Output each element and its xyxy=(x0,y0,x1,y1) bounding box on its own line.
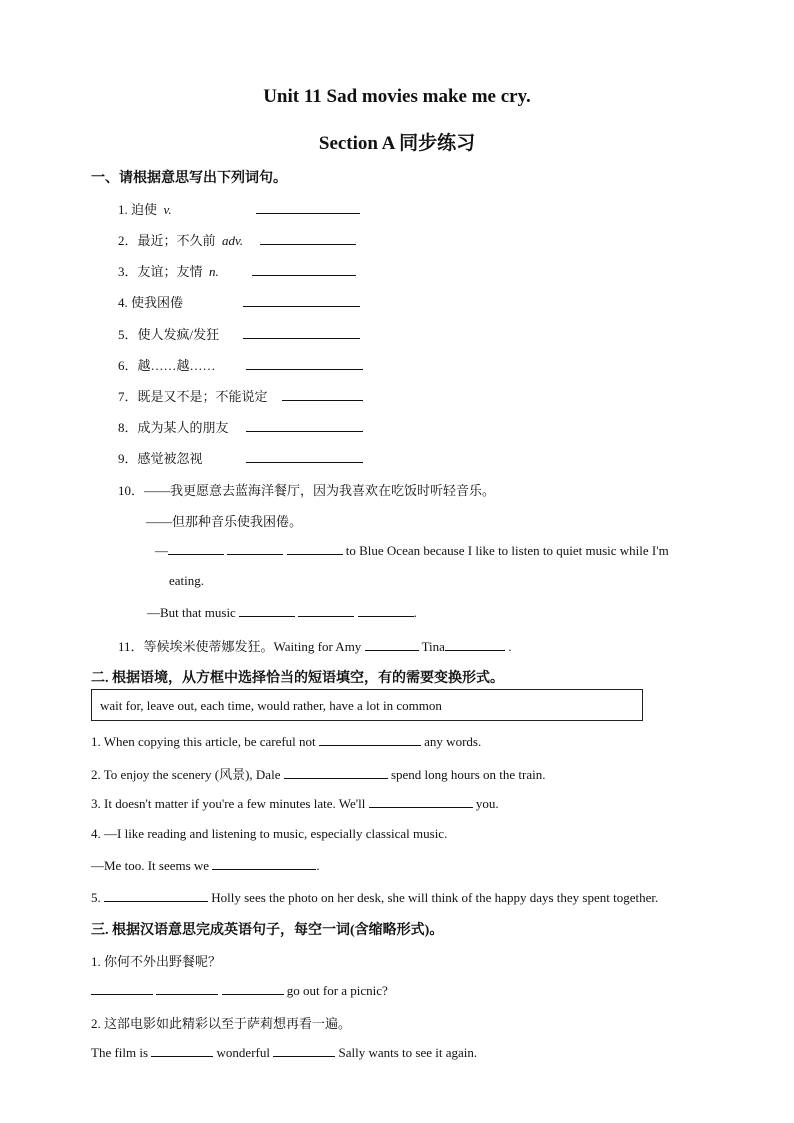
p3-q1-en: go out for a picnic? xyxy=(91,982,388,999)
answer-blank[interactable] xyxy=(168,542,224,555)
answer-blank[interactable] xyxy=(273,1044,335,1057)
p1-item-7: 7．既是又不是；不能说定 xyxy=(118,389,268,404)
answer-blank[interactable] xyxy=(104,889,208,902)
answer-blank[interactable] xyxy=(445,638,505,651)
answer-blank[interactable] xyxy=(246,450,363,463)
p1-item-3: 3．友谊；友情 n. xyxy=(118,264,219,279)
answer-blank[interactable] xyxy=(252,263,356,276)
p1-item-5: 5．使人发疯/发狂 xyxy=(118,327,220,342)
answer-blank[interactable] xyxy=(260,232,356,245)
answer-blank[interactable] xyxy=(319,733,421,746)
word-box-text: wait for, leave out, each time, would rather, have a lot in common xyxy=(100,698,442,713)
answer-blank[interactable] xyxy=(156,982,218,995)
answer-blank[interactable] xyxy=(243,294,360,307)
part2-heading: 二. 根据语境，从方框中选择恰当的短语填空，有的需要变换形式。 xyxy=(91,671,504,686)
p1-q11: 11．等候埃米使蒂娜发狂。Waiting for Amy Tina . xyxy=(118,639,512,654)
answer-blank[interactable] xyxy=(256,201,360,214)
answer-blank[interactable] xyxy=(239,604,295,617)
p1-q10-cn2: ——但那种音乐使我困倦。 xyxy=(146,514,303,529)
answer-blank[interactable] xyxy=(227,542,283,555)
p1-q10-cn1: 10．——我更愿意去蓝海洋餐厅，因为我喜欢在吃饭时听轻音乐。 xyxy=(118,483,496,498)
answer-blank[interactable] xyxy=(369,795,473,808)
p3-q2-cn: 2. 这部电影如此精彩以至于萨莉想再看一遍。 xyxy=(91,1016,352,1031)
p1-item-9: 9．感觉被忽视 xyxy=(118,451,203,466)
p1-q10-en1-cont: eating. xyxy=(169,573,205,588)
answer-blank[interactable] xyxy=(365,638,419,651)
p2-item-3: 3. It doesn't matter if you're a few minutes late. We'll you. xyxy=(91,796,499,811)
p2-item-1: 1. When copying this article, be careful not any words. xyxy=(91,734,482,749)
p1-item-6: 6．越……越…… xyxy=(118,358,216,373)
answer-blank[interactable] xyxy=(298,604,354,617)
p1-q10-en2: —But that music . xyxy=(147,605,417,620)
page-subtitle: Section A 同步练习 xyxy=(318,133,476,154)
answer-blank[interactable] xyxy=(284,766,388,779)
answer-blank[interactable] xyxy=(243,326,360,339)
answer-blank[interactable] xyxy=(287,542,343,555)
p2-item-5: 5. Holly sees the photo on her desk, she will think of the happy days they spent together. xyxy=(91,890,659,905)
page-title: Unit 11 Sad movies make me cry. xyxy=(263,86,531,107)
answer-blank[interactable] xyxy=(212,857,316,870)
part1-heading: 一、请根据意思写出下列词句。 xyxy=(91,171,287,186)
answer-blank[interactable] xyxy=(358,604,414,617)
p2-item-2: 2. To enjoy the scenery (风景), Dale spend long hours on the train. xyxy=(91,767,546,782)
p1-item-8: 8．成为某人的朋友 xyxy=(118,420,229,435)
part3-heading: 三. 根据汉语意思完成英语句子，每空一词(含缩略形式)。 xyxy=(91,923,444,938)
answer-blank[interactable] xyxy=(246,419,363,432)
p1-item-1: 1. 迫使 v. xyxy=(118,202,172,217)
p2-item-4b: —Me too. It seems we . xyxy=(91,858,320,873)
p1-item-2: 2．最近；不久前 adv. xyxy=(118,233,244,248)
answer-blank[interactable] xyxy=(151,1044,213,1057)
p1-item-4: 4. 使我困倦 xyxy=(118,295,184,310)
p2-item-4: 4. —I like reading and listening to music, especially classical music. xyxy=(91,826,448,841)
answer-blank[interactable] xyxy=(91,982,153,995)
answer-blank[interactable] xyxy=(246,357,363,370)
word-box xyxy=(91,689,643,721)
p3-q2-en: The film is wonderful Sally wants to see it again. xyxy=(91,1045,478,1060)
answer-blank[interactable] xyxy=(222,982,284,995)
answer-blank[interactable] xyxy=(282,388,363,401)
p3-q1-cn: 1. 你何不外出野餐呢？ xyxy=(91,954,222,969)
p1-q10-en1: — to Blue Ocean because I like to listen to quiet music while I'm xyxy=(155,543,669,558)
